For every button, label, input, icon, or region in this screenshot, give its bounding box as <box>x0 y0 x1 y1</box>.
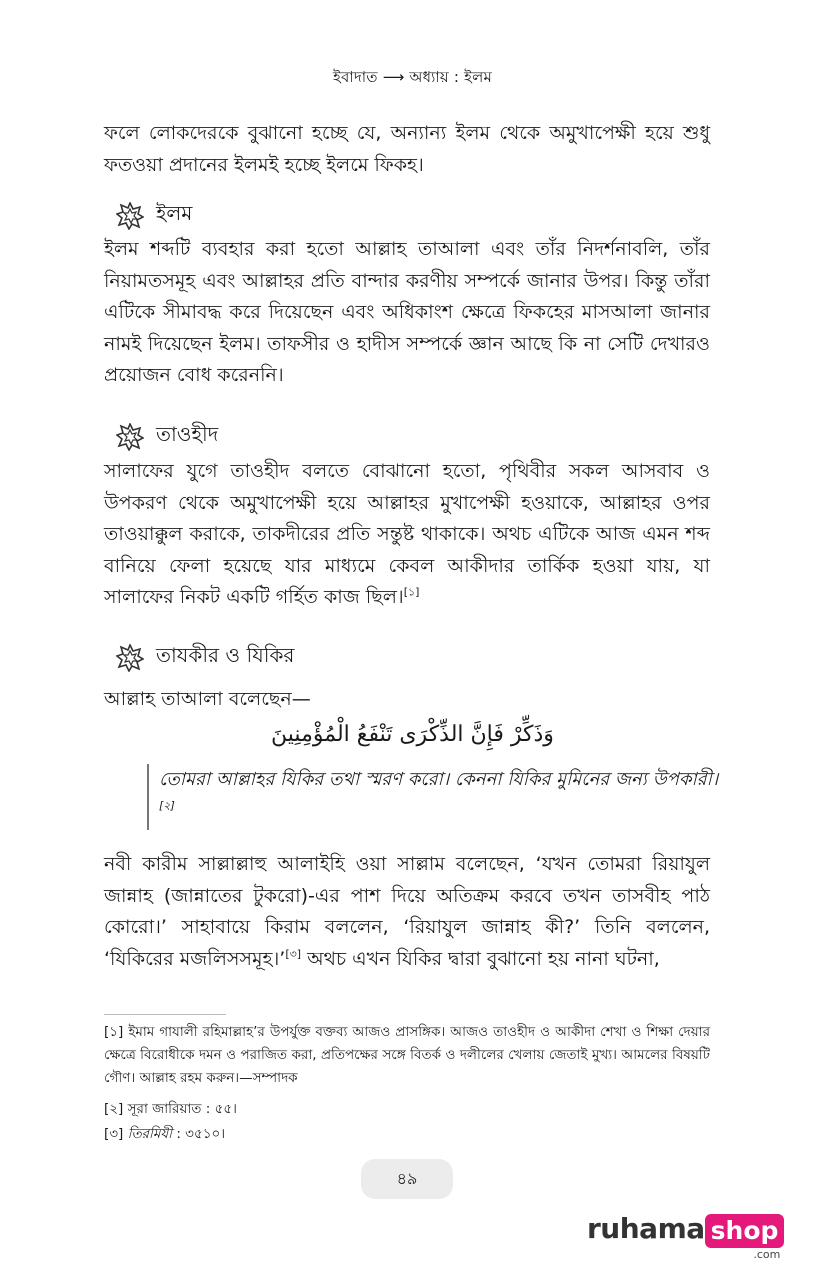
footnote-divider <box>104 1014 226 1015</box>
logo-domain: .com <box>753 1248 781 1261</box>
section-heading-ilm <box>116 199 192 232</box>
logo-shop-badge: shop <box>705 1214 785 1248</box>
body-text: সালাফের যুগে তাওহীদ বলতে বোঝানো হতো, পৃথিবীর সকল আসবাব ও উপকরণ থেকে অমুখাপেক্ষী হয়ে আল্লাহর মুখাপেক্ষী হওয়াকে, আল্লাহর ওপর তাওয়াক্কুল করাকে, তাকদীরের প্রতি সন্তুষ্ট থাকাকে। অথচ এটিকে আজ এমন শব্দ বানিয়ে ফেলা হয়েছে যার মাধ্যমে কেবল আকীদার তার্কিক হওয়া যায়, যা সালাফের নিকট একটি গর্হিত কাজ ছিল। <box>104 460 710 608</box>
footnote-number: [৩] <box>104 1126 124 1142</box>
section-heading-tazkir <box>116 641 294 674</box>
section-body-tawhid <box>104 456 710 614</box>
ruhamashop-logo <box>587 1212 784 1262</box>
quote-intro: আল্লাহ তাআলা বলেছেন— <box>104 688 311 710</box>
footnote-text: ইমাম গাযালী রহিমাল্লাহ’র উপর্যুক্ত বক্তব্য আজও প্রাসঙ্গিক। আজও তাওহীদ ও আকীদা শেখা ও শিক্ষা দেয়ার ক্ষেত্রে বিরোধীকে দমন ও পরাজিত করা, প্রতিপক্ষের সঙ্গে বিতর্ক ও দলীলের খেলায় জেতাই মুখ্য। আমলের বিষয়টি গৌণ। আল্লাহ রহম করুন।—সম্পাদক <box>104 1024 710 1086</box>
footnote-1 <box>104 1021 710 1090</box>
star-ornament-icon <box>116 423 144 451</box>
star-ornament-icon <box>116 644 144 672</box>
section-body-tazkir <box>104 849 710 975</box>
translation-blockquote <box>147 764 719 830</box>
footnote-ref[interactable]: [৩] <box>285 947 302 961</box>
footnote-number: [১] <box>104 1024 124 1040</box>
star-ornament-icon <box>116 202 144 230</box>
footnote-ref[interactable]: [১] <box>403 585 420 599</box>
footnote-text: : ৩৫১০। <box>172 1126 226 1142</box>
footnote-ref[interactable]: [২] <box>159 799 175 812</box>
section-heading-tawhid <box>116 420 218 453</box>
intro-paragraph: ফলে লোকদেরকে বুঝানো হচ্ছে যে, অন্যান্য ইলম থেকে অমুখাপেক্ষী হয়ে শুধু ফতওয়া প্রদানের ইলমই হচ্ছে ইলমে ফিকহ। <box>104 122 710 176</box>
footnote-source: তিরমিযী <box>127 1126 173 1142</box>
body-text-cont: অথচ এখন যিকির দ্বারা বুঝানো হয় নানা ঘটনা, <box>301 947 660 970</box>
footnote-2 <box>104 1098 710 1121</box>
logo-text: ruhama <box>587 1212 705 1245</box>
running-head: ইবাদাত ⟶ অধ্যায় : ইলম <box>332 68 493 86</box>
section-body-ilm: ইলম শব্দটি ব্যবহার করা হতো আল্লাহ তাআলা এবং তাঁর নিদর্শনাবলি, তাঁর নিয়ামতসমূহ এবং আল্লাহর প্রতি বান্দার করণীয় সম্পর্কে জানার উপর। কিন্তু তাঁরা এটিকে সীমাবদ্ধ করে দিয়েছেন এবং অধিকাংশ ক্ষেত্রে ফিকহের মাসআলা জানার নামই দিয়েছেন ইলম। তাফসীর ও হাদীস সম্পর্কে জ্ঞান আছে কি না সেটি দেখারও প্রয়োজন বোধ করেননি। <box>104 238 710 386</box>
section-heading-label: তাওহীদ <box>156 422 219 446</box>
section-heading-label: তাযকীর ও যিকির <box>156 643 295 667</box>
page-number: ৪৯ <box>361 1159 453 1199</box>
footnote-3 <box>104 1123 710 1146</box>
body-text: নবী কারীম সাল্লাল্লাহু আলাইহি ওয়া সাল্লাম বলেছেন, ‘যখন তোমরা রিয়াযুল জান্নাহ (জান্নাতের টুকরো)-এর পাশ দিয়ে অতিক্রম করবে তখন তাসবীহ পাঠ কোরো।’ সাহাবায়ে কিরাম বললেন, ‘রিয়াযুল জান্নাহ কী?’ তিনি বললেন, ‘যিকিরের মজলিসসমূহ।’ <box>104 853 710 970</box>
quote-text: তোমরা আল্লাহর যিকির তথা স্মরণ করো। কেননা যিকির মুমিনের জন্য উপকারী। <box>159 769 719 790</box>
section-heading-label: ইলম <box>156 201 193 225</box>
footnote-number: [২] <box>104 1101 124 1117</box>
footnote-text: সূরা জারিয়াত : ৫৫। <box>127 1101 237 1117</box>
arabic-verse: وَذَكِّرْ فَإِنَّ الذِّكْرَى تَنْفَعُ الْمُؤْمِنِينَ <box>271 722 554 747</box>
